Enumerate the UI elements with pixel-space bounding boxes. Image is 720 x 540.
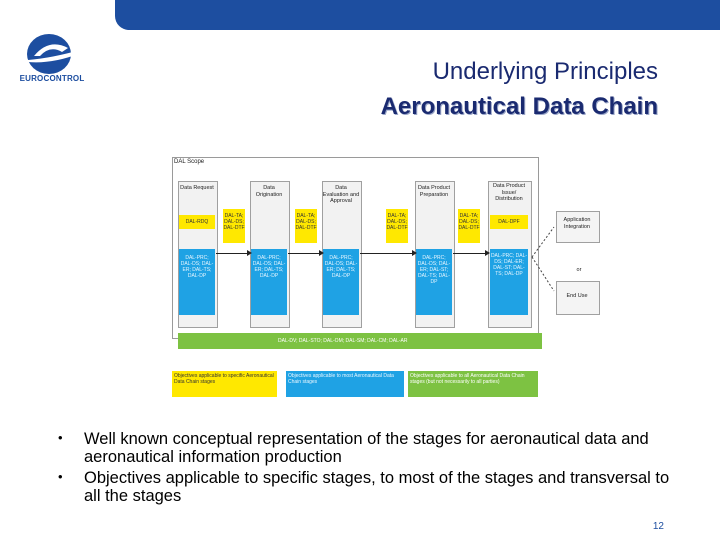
page-title: Underlying Principles [432, 58, 658, 85]
bullet-text-1: Well known conceptual representation of the stages for aeronautical data and aeronautical information production [84, 430, 649, 466]
aeronautical-data-chain-diagram [172, 157, 600, 397]
top-banner [0, 0, 720, 30]
stage-2-yellow-side: DAL-TA; DAL-DS; DAL-DTF [223, 209, 245, 243]
branch-arrows [530, 217, 558, 297]
stage-5-blue: DAL-PRC; DAL-DS; DAL-ER; DAL-ST; DAL-TS; DAL-DP [490, 249, 528, 315]
stage-5-yellow: DAL-DPF [490, 215, 528, 229]
stage-4-yellow-side: DAL-TA; DAL-DS; DAL-DTF [386, 209, 408, 243]
banner-bar [115, 0, 720, 30]
stage-label-4: Data Product Preparation [417, 185, 451, 198]
stage-2-blue: DAL-PRC; DAL-DS; DAL-ER; DAL-TS; DAL-DP [251, 249, 287, 315]
stage-3-yellow-side: DAL-TA; DAL-DS; DAL-DTF [295, 209, 317, 243]
legend-all: Objectives applicable to all Aeronautical Data Chain stages (but not necessarily to all parties) [408, 371, 538, 397]
stage-label-5: Data Product Issue/ Distribution [492, 183, 526, 202]
page-number: 12 [652, 521, 664, 532]
bullet-marker-2: • [58, 469, 63, 484]
flow-arrow-2 [288, 253, 320, 254]
transversal-objectives-bar: DAL-DV; DAL-STO; DAL-OM; DAL-SM; DAL-CM; DAL-AR [178, 333, 542, 349]
legend-most: Objectives applicable to most Aeronautical Data Chain stages [286, 371, 404, 397]
end-use-label: End Use [566, 293, 588, 299]
stage-label-2: Data Origination [255, 185, 283, 198]
flow-arrow-1 [216, 253, 248, 254]
stage-label-1: Data Request [180, 185, 214, 191]
logo-text: EUROCONTROL [19, 74, 85, 83]
bullet-text-2: Objectives applicable to specific stages, to most of the stages and transversal to all the stages [84, 469, 670, 505]
bullet-marker-1: • [58, 430, 63, 445]
dal-scope-label: DAL Scope [174, 159, 205, 165]
legend-specific: Objectives applicable to specific Aeronautical Data Chain stages [172, 371, 277, 397]
stage-label-3: Data Evaluation and Approval [322, 185, 360, 204]
application-integration-label: Application Integration [563, 217, 591, 230]
page-subtitle: Aeronautical Data Chain [380, 93, 658, 120]
stage-1-blue: DAL-PRC; DAL-DS; DAL-ER; DAL-TS; DAL-DP [179, 249, 215, 315]
stage-4-blue: DAL-PRC; DAL-DS; DAL-ER; DAL-ST; DAL-TS; DAL-DP [416, 249, 452, 315]
stage-3-blue: DAL-PRC; DAL-DS; DAL-ER; DAL-TS; DAL-DP [323, 249, 359, 315]
stage-5-yellow-side: DAL-TA; DAL-DS; DAL-DTF [458, 209, 480, 243]
or-label: or [576, 267, 582, 273]
flow-arrow-3 [360, 253, 413, 254]
flow-arrow-4 [453, 253, 486, 254]
stage-1-yellow: DAL-RDQ [179, 215, 215, 229]
